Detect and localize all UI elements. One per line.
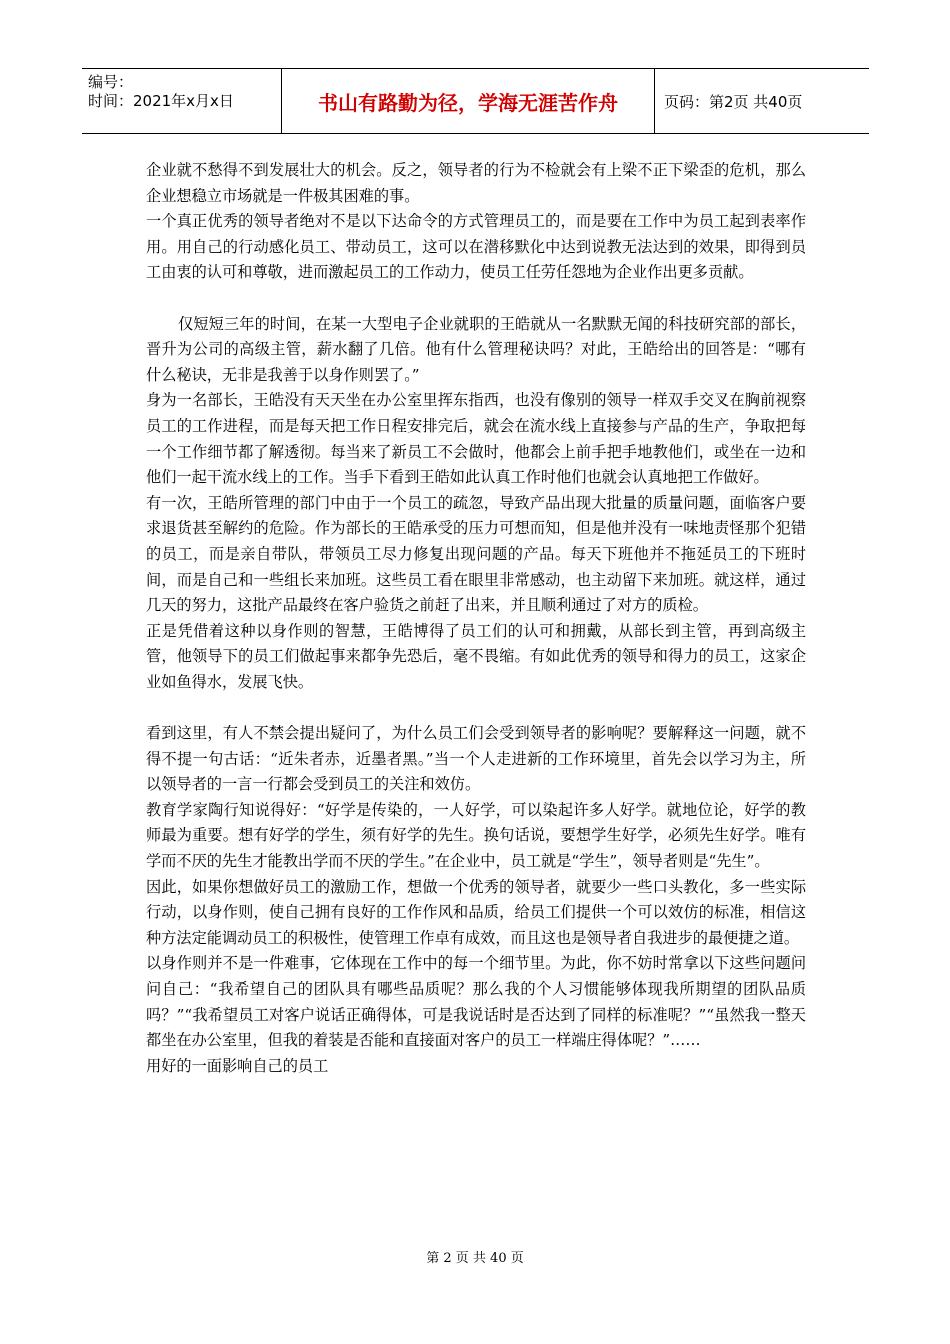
paragraph: 有一次，王皓所管理的部门中由于一个员工的疏忽，导致产品出现大批量的质量问题，面临客户要求退货甚至解约的危险。作为部长的王皓承受的压力可想而知，但是他并没有一味地责怪那个犯错的员工，而是亲自带队，带领员工尽力修复出现问题的产品。每天下班他并不拖延员工的下班时间，而是自己和一些组长来加班。这些员工看在眼里非常感动，也主动留下来加班。就这样，通过几天的努力，这批产品最终在客户验货之前赶了出来，并且顺利通过了对方的质检。 xyxy=(146,493,806,615)
paragraph: 因此，如果你想做好员工的激励工作，想做一个优秀的领导者，就要少一些口头教化，多一些实际行动，以身作则，使自己拥有良好的工作作风和品质，给员工们提供一个可以效仿的标准，相信这种方法定能调动员工的积极性，使管理工作卓有成效，而且这也是领导者自我进步的最便捷之道。 xyxy=(146,877,806,947)
header-meta xyxy=(82,69,282,133)
paragraph: 教育学家陶行知说得好：“好学是传染的，一人好学，可以染起许多人好学。就地位论，好学的教师最为重要。想有好学的学生，须有好学的先生。换句话说，要想学生好学，必须先生好学。唯有学而不厌的先生才能教出学而不厌的学生。”在企业中，员工就是“学生”，领导者则是“先生”。 xyxy=(146,800,806,871)
date-label: 时间：2021年x月x日 xyxy=(88,92,234,110)
section-heading: 用好的一面影响自己的员工 xyxy=(146,1056,329,1075)
document-body xyxy=(146,158,806,1079)
paragraph: 身为一名部长，王皓没有天天坐在办公室里挥东指西，也没有像别的领导一样双手交叉在胸前视察员工的工作进程，而是每天把工作日程安排完后，就会在流水线上直接参与产品的生产，争取把每一个工作细节都了解透彻。每当来了新员工不会做时，他都会上前手把手地教他们，或坐在一边和他们一起干流水线上的工作。当手下看到王皓如此认真工作时他们也就会认真地把工作做好。 xyxy=(146,391,806,487)
header-page-info: 页码：第2页 共40页 xyxy=(664,92,803,111)
paragraph: 企业就不愁得不到发展壮大的机会。反之，领导者的行为不检就会有上梁不正下梁歪的危机，那么企业想稳立市场就是一件极其困难的事。 xyxy=(146,161,806,205)
number-label: 编号： xyxy=(88,73,134,91)
paragraph: 以身作则并不是一件难事，它体现在工作中的每一个细节里。为此，你不妨时常拿以下这些问题问问自己：“我希望自己的团队具有哪些品质呢？那么我的个人习惯能够体现我所期望的团队品质吗？”“我希望员工对客户说话正确得体，可是我说话时是否达到了同样的标准呢？”“虽然我一整天都坐在办公室里，但我的着装是否能和直接面对客户的员工一样端庄得体呢？”…… xyxy=(146,954,806,1050)
paragraph: 正是凭借着这种以身作则的智慧，王皓博得了员工们的认可和拥戴，从部长到主管，再到高级主管，他领导下的员工们做起事来都争先恐后，毫不畏缩。有如此优秀的领导和得力的员工，这家企业如鱼得水，发展飞快。 xyxy=(146,621,806,691)
header-motto: 书山有路勤为径，学海无涯苦作舟 xyxy=(282,69,655,133)
document-header xyxy=(82,68,869,134)
page-footer: 第 2 页 共 40 页 xyxy=(426,1251,524,1266)
paragraph: 一个真正优秀的领导者绝对不是以下达命令的方式管理员工的，而是要在工作中为员工起到表率作用。用自己的行动感化员工、带动员工，这可以在潜移默化中达到说教无法达到的效果，即得到员工由衷的认可和尊敬，进而激起员工的工作动力，使员工任劳任怨地为企业作出更多贡献。 xyxy=(146,212,806,282)
paragraph: 看到这里，有人不禁会提出疑问了，为什么员工们会受到领导者的影响呢？要解释这一问题，就不得不提一句古话：“近朱者赤，近墨者黑。”当一个人走进新的工作环境里，首先会以学习为主，所以领导者的一言一行都会受到员工的关注和效仿。 xyxy=(146,724,806,794)
paragraph: 仅短短三年的时间，在某一大型电子企业就职的王皓就从一名默默无闻的科技研究部的部长，晋升为公司的高级主管，薪水翻了几倍。他有什么管理秘诀吗？对此，王皓给出的回答是：“哪有什么秘诀，无非是我善于以身作则罢了。” xyxy=(146,314,806,384)
